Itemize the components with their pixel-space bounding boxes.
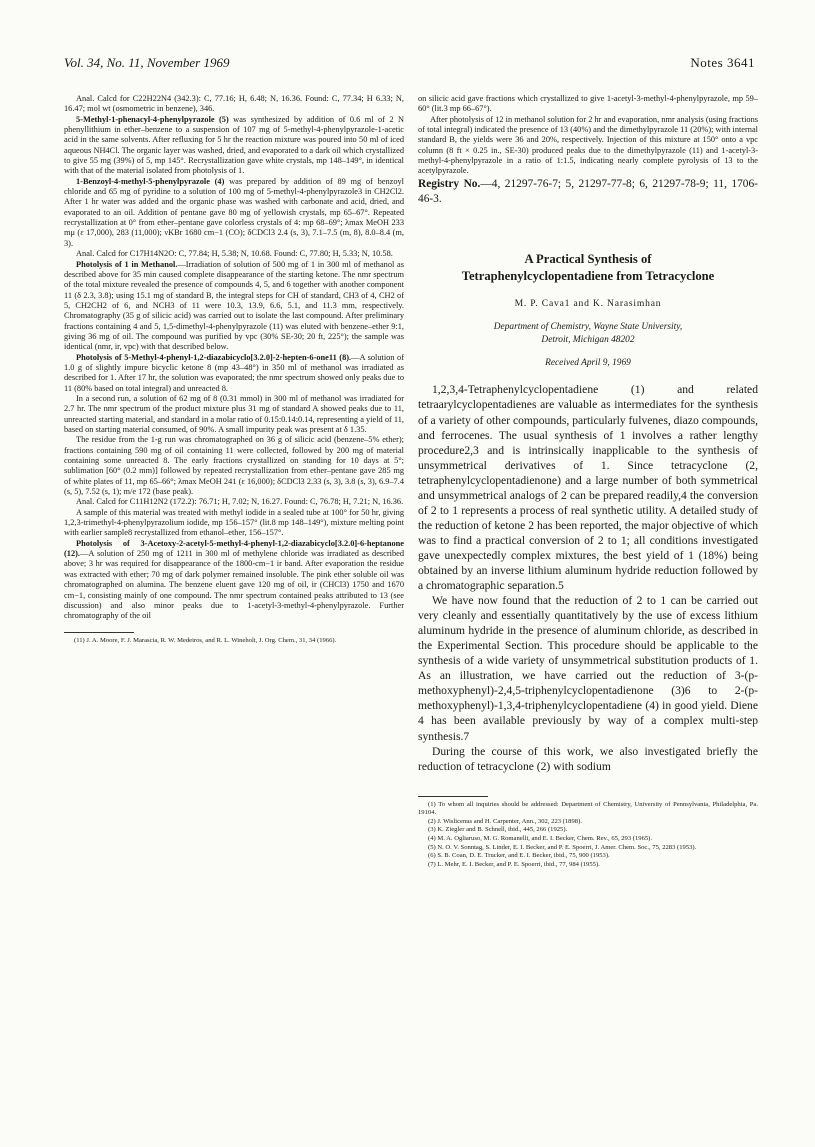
title-line: A Practical Synthesis of <box>524 251 652 266</box>
section-heading: Photolysis of 3-Acetoxy-2-acetyl-5-methyl-4-phenyl-1,2-diazabicyclo[3.2.0]-6-heptanone (12). <box>64 538 404 559</box>
registry-text: —4, 21297-76-7; 5, 21297-77-8; 6, 21297-78-9; 11, 1706-46-3. <box>418 177 758 205</box>
received-date: Received April 9, 1969 <box>545 358 631 369</box>
page-header <box>64 55 755 75</box>
paragraph: The residue from the 1-g run was chromatographed on 36 g of silicic acid (benzene–5% ether); fractions containing 590 mg of oil containing 11 were collected, followed by 200 mg of material containing some unreacted 8. The early fractions crystallized on standing for 10 days at 5°; sublimation [60° (0.2 mm)] followed by repeated recrystallization from ether–pentane gave 285 mg of white plates of 11, mp 65–66°; λmax MeOH 241 (ε 16,000); δCDCl3 2.33 (s, 3), 3.8 (s, 3), 6.9–7.4 (s, 5), 7.52 (s, 1); m/e 172 (base peak). <box>64 435 404 497</box>
body-paragraph: 1,2,3,4-Tetraphenylcyclopentadiene (1) and related tetraarylcyclopentadienes are valuable as intermediates for the synthesis of a variety of other compounds, particularly fulvenes, diazo compounds, and ferrocenes. The usual synthesis of 1 involves a rather lengthy procedure2,3 and is intrinsically inapplicable to the synthesis of unsymmetrical derivatives of 1. Since tetracyclone (2, tetraphenylcyclopentadienone) and a large number of both symmetrical and unsymmetrical analogs of 2 can be prepared readily,4 the conversion of 2 to 1 represents a process of real synthetic utility. A detailed study of the reduction of ketone 2 has been reported, the major objective of which was to find a practical conversion of 2 to 1; all conditions investigated gave unexpectedly complex mixtures, the best yield of 1 (18%) being obtained by an inverse lithium aluminum hydride reduction followed by a chromatographic separation.5 <box>418 383 758 593</box>
analysis-paragraph: Anal. Calcd for C22H22N4 (342.3): C, 77.16; H, 6.48; N, 16.36. Found: C, 77.34; H 6.33; N, 16.47; mol wt (osmometric in benzene), 346. <box>64 94 404 114</box>
body-paragraph: We have now found that the reduction of 2 to 1 can be carried out very cleanly and essentially quantitatively by the use of excess lithium aluminum hydride in the presence of aluminum chloride, as described in the Experimental Section. This procedure should be applicable to the synthesis of a wide variety of unsymmetrical substitution products of 1. As an illustration, we have carried out the reduction of 3-(p-methoxyphenyl)-2,4,5-triphenylcyclopentadienone (3)6 to 2-(p-methoxyphenyl)-1,3,4-triphenylcyclopentadiene (4) in good yield. Diene 4 has been available previously by way of a complex multi-step synthesis.7 <box>418 594 758 743</box>
paragraph <box>64 353 404 394</box>
compound-heading: 5-Methyl-1-phenacyl-4-phenylpyrazole (5) <box>76 114 229 124</box>
authors: M. P. Cava1 and K. Narasimhan <box>514 297 662 309</box>
section-heading: Photolysis of 1 in Methanol. <box>76 259 178 269</box>
footnotes <box>418 801 758 870</box>
affiliation <box>418 321 758 346</box>
paragraph-text: —A solution of 250 mg of 1211 in 300 ml of methylene chloride was irradiated as described above; 3 hr was required for disappearance of the 1800-cm−1 ir band. After evaporation the residue was extracted with ether; 70 mg of dark polymer remained insoluble. The pink ether soluble oil was chromatographed on alumina. The benzene eluent gave 120 mg of oil, ir (CHCl3) 1750 and 1670 cm−1, consisting mainly of one compound. The nmr spectrum contained peaks attributed to 13 (see discussion) and also minor peaks due to 1-acetyl-3-methyl-4-phenylpyrazole. Further chromatography of the oil <box>64 549 404 621</box>
footnote: (6) S. B. Coan, D. E. Trucker, and E. I. Becker, ibid., 75, 900 (1953). <box>428 852 610 860</box>
title-line: Tetraphenylcyclopentadiene from Tetracyclone <box>461 268 715 283</box>
footnote: (11) J. A. Moore, F. J. Marascia, R. W. Medeiros, and R. L. Wineholt, J. Org. Chem., 31, 34 (1966). <box>74 636 337 644</box>
footnotes <box>64 637 404 646</box>
footnote: (1) To whom all inquiries should be addressed: Department of Chemistry, University of Pennsylvania, Philadelphia, Pa. 19104. <box>418 800 758 817</box>
affiliation-line: Department of Chemistry, Wayne State University, <box>493 322 683 333</box>
paragraph <box>64 177 404 249</box>
paragraph <box>64 260 404 353</box>
footnote: (4) M. A. Ogliaruso, M. G. Romanelli, and E. I. Becker, Chem. Rev., 65, 293 (1965). <box>428 835 653 843</box>
paragraph-text: was synthesized by addition of 0.6 ml of 2 N phenyllithium in ether–benzene to a suspension of 107 mg of 5-methyl-4-phenylpyrazole-1-acetic acid in the same solvents. After refluxing for 5 hr the reaction mixture was poured into 50 ml of iced aqueous NH4Cl. The organic layer was washed, dried, and evaporated to a dark oil which crystallized to give 55 mg (39%) of 5, mp 145°. Recrystallization gave white crystals, mp 148–149°, in identical with that of the material isolated from photolysis of 1. <box>64 114 404 176</box>
compound-heading: 1-Benzoyl-4-methyl-5-phenylpyrazole (4) <box>76 176 225 186</box>
registry-heading: Registry No. <box>418 177 481 190</box>
paragraph-text: —Irradiation of solution of 500 mg of 1 in 300 ml of methanol as described above for 35 min caused complete disappearance of the starting ketone. The nmr spectrum of the total mixture revealed the presence of compounds 4, 5, and 6 together with another component 11 (δ 2.3, 3.8); using 15.1 mg of standard B, the integral steps for CH of standard, CH3 of 4, CH2 of 5, CH2CH2 of 6, and NCH3 of 11 were 10.3, 13.9, 6.6, 5.1, and 11.3 mm, respectively. Chromatography (35 g of silicic acid) was carried out to isolate the last compound. After preliminary fractions containing 4 and 5, 1,5-dimethyl-4-phenylpyrazole (11) was eluted with benzene–ether 9:1, giving 36 mg of oil. The compound was purified by vpc (30% SE-30; 20 ft, 225°); the sample was identical (nmr, ir, vpc) with that described below. <box>64 259 404 352</box>
paragraph <box>64 115 404 177</box>
paragraph: A sample of this material was treated with methyl iodide in a sealed tube at 100° for 50 hr, giving 1,2,3-trimethyl-4-phenylpyrazolium iodide, mp 156–157° (lit.8 mp 148–149°), mixture melting point with earlier sample8 recrystallized from ethanol–ether, 156–157°. <box>64 507 404 538</box>
article-body <box>418 382 758 773</box>
journal-issue: Vol. 34, No. 11, November 1969 <box>64 55 230 70</box>
paragraph: In a second run, a solution of 62 mg of 8 (0.31 mmol) in 300 ml of methanol was irradiated for 2.7 hr. The nmr spectrum of the product mixture plus 31 mg of standard A showed peaks due to 11, unreacted starting material, and standard in a molar ratio of 0.15:0.14:0.14, representing a yield of 11, based on starting material consumed, of 90%. A small impurity peak was present at δ 1.35. <box>64 393 404 434</box>
body-paragraph: During the course of this work, we also investigated briefly the reduction of tetracyclone (2) with sodium <box>418 744 758 773</box>
paragraph: on silicic acid gave fractions which crystallized to give 1-acetyl-3-methyl-4-phenylpyrazole, mp 59–60° (lit.3 mp 66–67°). <box>418 94 758 114</box>
footnote: (7) L. Mehr, E. I. Becker, and P. E. Spoerri, ibid., 77, 984 (1955). <box>428 860 600 868</box>
section-page-number: Notes 3641 <box>690 55 755 70</box>
paragraph-text: —A solution of 1.0 g of slightly impure bicyclic ketone 8 (mp 43–48°) in 350 ml of methanol was irradiated as described for 1. After 17 hr, the solution was evaporated; the nmr spectrum showed only peaks due to 11 (80% based on total integral) and unreacted 8. <box>64 352 404 393</box>
paragraph-text: was prepared by addition of 89 mg of benzoyl chloride and 65 mg of pyridine to a solution of 100 mg of 5-methyl-4-phenylpyrazole3 in CH2Cl2. After 1 hr water was added and the organic phase was washed with carbonate and acid, dried, and evaporated to an oil. Addition of pentane gave 80 mg of yellowish crystals, mp 65–67°. Repeated recrystallization at 0° from ether–pentane gave colorless crystals of 4: mp 68–69°; λmax MeOH 233 mμ (ε 17,000), 283 (11,000); νKBr 1680 cm−1 (CO); δCDCl3 2.4 (s, 3), 7.1–7.5 (m, 8), 8.0–8.4 (m, 3). <box>64 176 404 248</box>
footnote: (3) K. Ziegler and B. Schnell, ibid., 445, 266 (1925). <box>428 826 568 834</box>
paragraph <box>64 539 404 622</box>
right-column <box>418 94 758 869</box>
article-title <box>418 251 758 285</box>
section-heading: Photolysis of 5-Methyl-4-phenyl-1,2-diazabicyclo[3.2.0]-2-hepten-6-one11 (8). <box>76 352 352 362</box>
analysis-paragraph: Anal. Calcd for C17H14N2O: C, 77.84; H, 5.38; N, 10.68. Found: C, 77.80; H, 5.33; N, 10.58. <box>76 249 393 259</box>
footnotes-area <box>418 796 758 870</box>
analysis-paragraph: Anal. Calcd for C11H12N2 (172.2): 76.71; H, 7.02; N, 16.27. Found: C, 76.78; H, 7.21; N, 16.36. <box>76 497 404 507</box>
registry-numbers <box>418 177 758 207</box>
paragraph: After photolysis of 12 in methanol solution for 2 hr and evaporation, nmr analysis (using fractions of total integral) indicated the presence of 13 (40%) and the dimethylpyrazole 11 (20%); with internal standard B, the yields were 36 and 20%, respectively. Injection of this mixture at 150° onto a vpc column (8 ft × 0.25 in., SE-30) produced peaks due to the dimethylpyrazole (11) and 1-acetyl-3-methyl-4-phenylpyrazole in a ratio of 1:1.5, indicating nearly complete pyrolysis of 13 to the acetylpyrazole. <box>418 114 758 176</box>
left-column <box>64 94 404 645</box>
footnote-divider <box>418 796 488 797</box>
footnote: (5) N. O. V. Sonntag, S. Linder, E. I. Becker, and P. E. Spoerri, J. Amer. Chem. Soc., 75, 2283 (1953). <box>428 843 697 851</box>
affiliation-line: Detroit, Michigan 48202 <box>541 334 635 345</box>
footnote: (2) J. Wislicenus and H. Carpenter, Ann., 302, 223 (1898). <box>428 817 582 825</box>
footnote-divider <box>64 632 134 633</box>
